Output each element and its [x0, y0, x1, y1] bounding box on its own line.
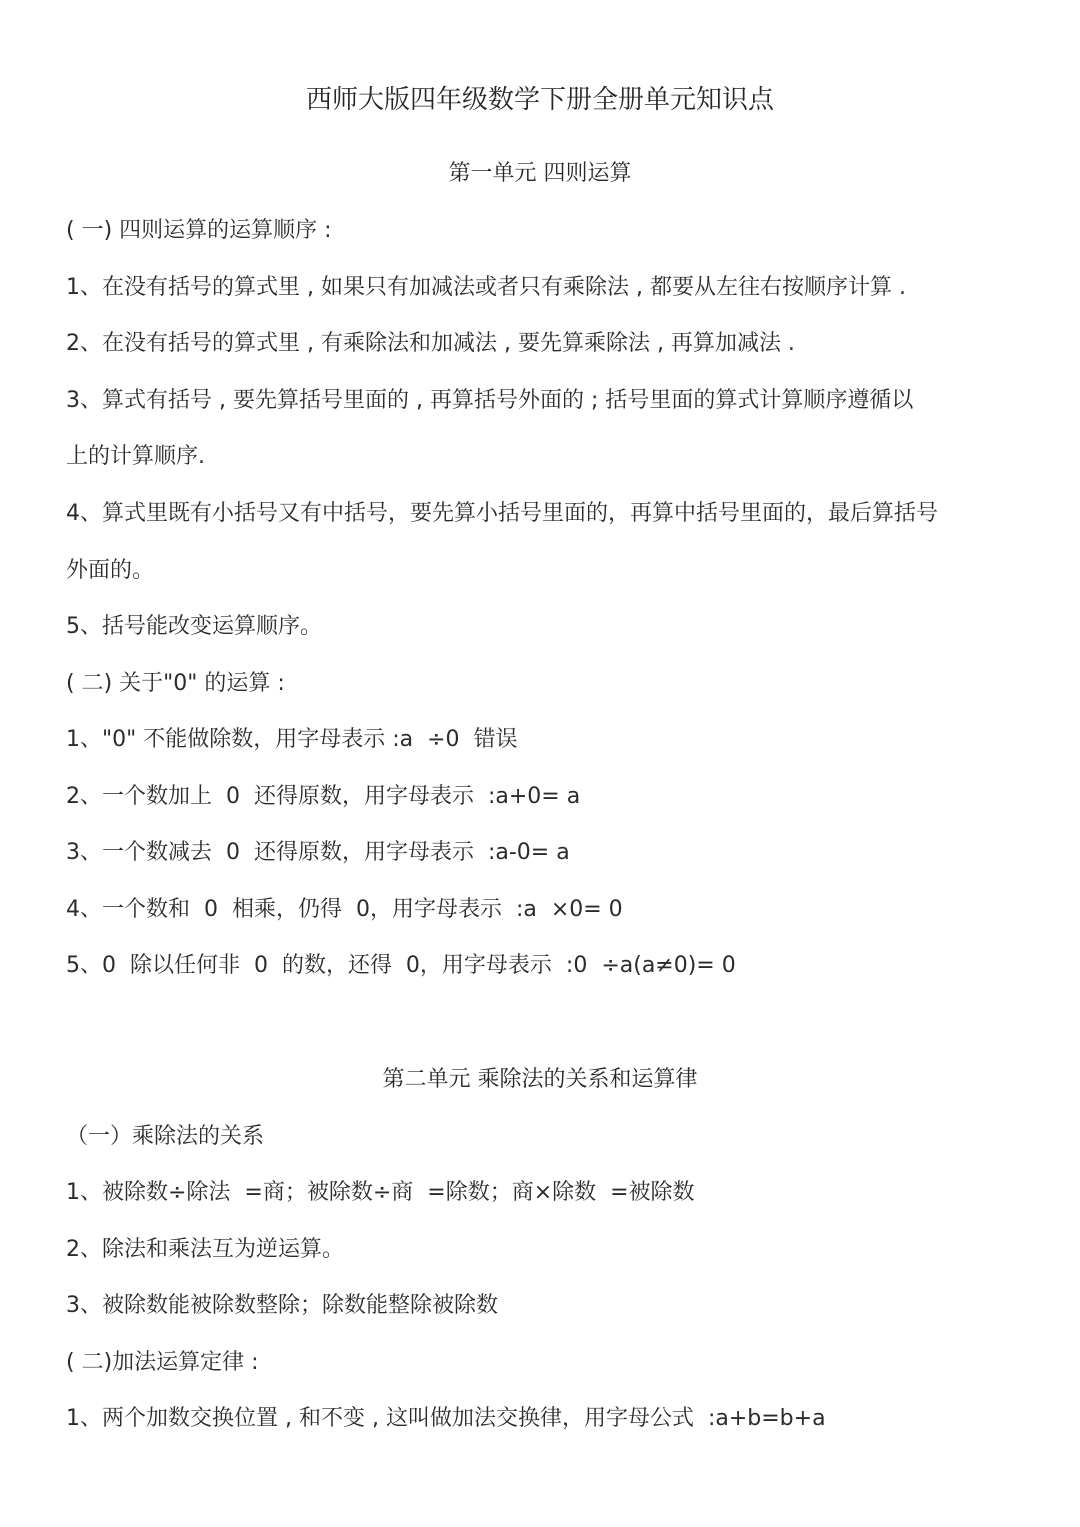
unit1-rule1: 1、在没有括号的算式里 , 如果只有加减法或者只有乘除法 , 都要从左往右按顺序计算 . [66, 275, 906, 300]
unit1-rule5: 5、括号能改变运算顺序。 [66, 614, 322, 639]
zero-rule2: 2、一个数加上 0 还得原数，用字母表示 :a+0= a [66, 784, 581, 809]
relation-rule3: 3、被除数能被除数整除；除数能整除被除数 [66, 1293, 498, 1318]
unit2-heading: 第二单元 乘除法的关系和运算律 [382, 1067, 698, 1092]
relation-rule1: 1、被除数÷除法 =商；被除数÷商 =除数；商×除数 =被除数 [66, 1180, 695, 1205]
addition-law1: 1、两个加数交换位置 , 和不变 , 这叫做加法交换律，用字母公式 :a+b=b+a [66, 1406, 826, 1431]
document-title: 西师大版四年级数学下册全册单元知识点 [305, 85, 774, 115]
unit2-section1-title: （一）乘除法的关系 [66, 1124, 265, 1149]
unit1-section2-title: ( 二) 关于"0" 的运算 : [66, 671, 285, 696]
unit1-rule3-line2: 上的计算顺序. [66, 444, 205, 469]
relation-rule2: 2、除法和乘法互为逆运算。 [66, 1237, 344, 1262]
zero-rule3: 3、一个数减去 0 还得原数，用字母表示 :a-0= a [66, 840, 570, 865]
unit2-section2-title: ( 二)加法运算定律 : [66, 1350, 259, 1375]
unit1-rule4-line1: 4、算式里既有小括号又有中括号，要先算小括号里面的，再算中括号里面的，最后算括号 [66, 501, 939, 526]
unit1-rule3-line1: 3、算式有括号 , 要先算括号里面的 , 再算括号外面的 ; 括号里面的算式计算顺序遵循以 [66, 388, 914, 413]
zero-rule5: 5、0 除以任何非 0 的数，还得 0，用字母表示 :0 ÷a(a≠0)= 0 [66, 953, 736, 978]
unit1-heading: 第一单元 四则运算 [448, 161, 632, 186]
zero-rule1: 1、"0" 不能做除数，用字母表示 :a ÷0 错误 [66, 727, 518, 752]
unit1-section1-title: ( 一) 四则运算的运算顺序 : [66, 218, 332, 243]
unit1-rule2: 2、在没有括号的算式里 , 有乘除法和加减法 , 要先算乘除法 , 再算加减法 . [66, 331, 795, 356]
unit1-rule4-line2: 外面的。 [66, 558, 155, 583]
zero-rule4: 4、一个数和 0 相乘，仍得 0，用字母表示 :a ×0= 0 [66, 897, 623, 922]
